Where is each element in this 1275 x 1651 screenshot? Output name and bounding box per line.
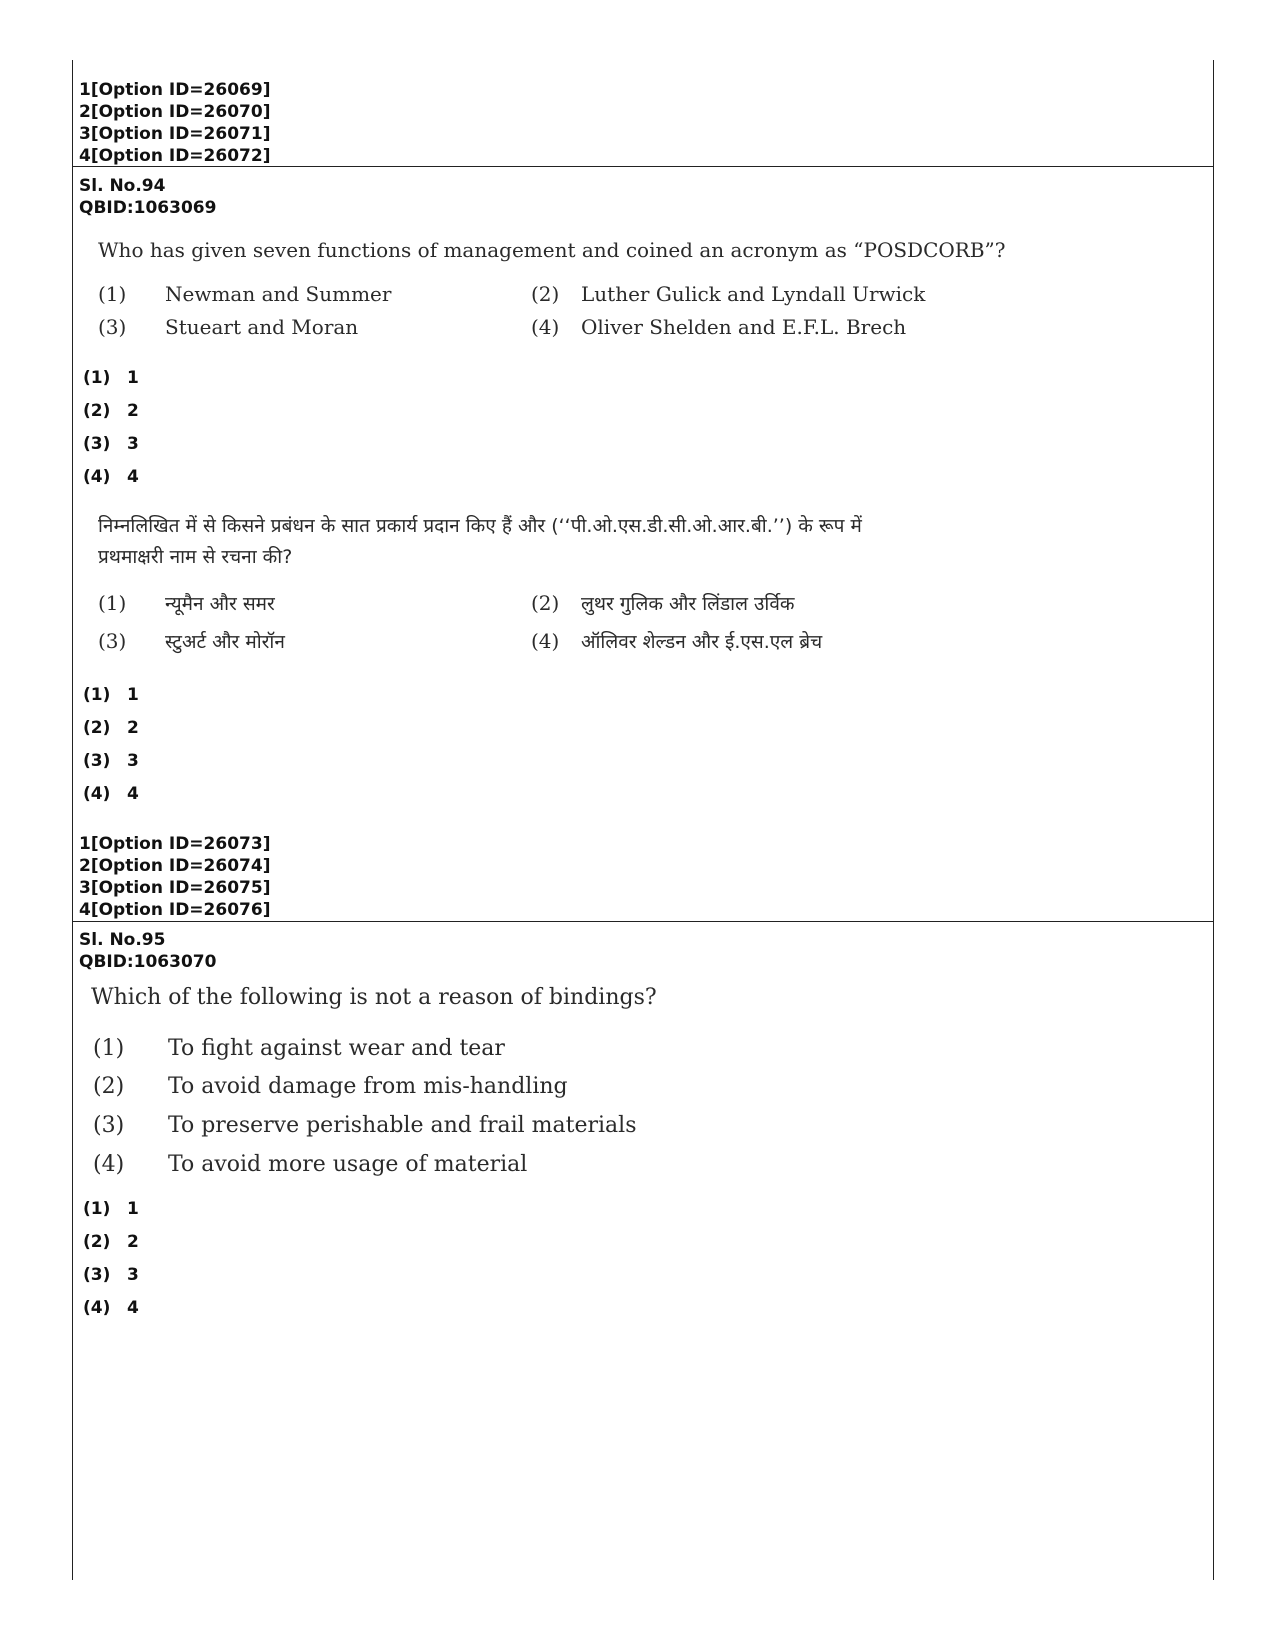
option-number: (2) [93, 1074, 125, 1099]
option-text: To preserve perishable and frail materials [168, 1113, 637, 1138]
option-number: (2) [531, 282, 560, 306]
answer-choice: (3) 3 [83, 751, 139, 771]
answer-choice: (2) 2 [83, 401, 139, 421]
option-id: 2[Option ID=26074] [79, 856, 271, 876]
option-number: (1) [93, 1036, 125, 1061]
option-text: Newman and Summer [165, 282, 392, 306]
option-number: (4) [93, 1152, 125, 1177]
option-number: (3) [98, 315, 127, 339]
serial-number: Sl. No.94 [79, 176, 166, 196]
question-header-94 [79, 175, 216, 219]
answer-choice: (4) 4 [83, 1298, 139, 1318]
option-number: (1) [98, 591, 127, 615]
qbid: QBID:1063069 [79, 198, 217, 218]
option-text: Luther Gulick and Lyndall Urwick [581, 282, 926, 306]
option-number: (1) [98, 282, 127, 306]
qbid: QBID:1063070 [79, 952, 217, 972]
option-ids-94 [79, 833, 270, 921]
divider [73, 166, 1213, 167]
answer-choice: (2) 2 [83, 1232, 139, 1252]
answer-choice: (1) 1 [83, 685, 139, 705]
option-number: (4) [531, 315, 560, 339]
option-text: To avoid damage from mis-handling [168, 1074, 568, 1099]
option-number: (3) [93, 1113, 125, 1138]
question-text-hi-line2: प्रथमाक्षरी नाम से रचना की? [98, 546, 293, 568]
option-id: 1[Option ID=26069] [79, 80, 271, 100]
question-text-hi-line1: निम्नलिखित में से किसने प्रबंधन के सात प्रकार्य प्रदान किए हैं और (‘‘पी.ओ.एस.डी.सी.ओ.आर.बी.’’) के रूप में [98, 515, 862, 537]
option-id: 4[Option ID=26076] [79, 900, 271, 920]
serial-number: Sl. No.95 [79, 930, 166, 950]
option-text: Oliver Shelden and E.F.L. Brech [581, 315, 907, 339]
option-text: लुथर गुलिक और लिंडाल उर्विक [581, 593, 795, 615]
answer-choice: (3) 3 [83, 434, 139, 454]
answer-choice: (1) 1 [83, 1199, 139, 1219]
option-text: ऑलिवर शेल्डन और ई.एस.एल ब्रेच [581, 631, 823, 653]
option-number: (2) [531, 591, 560, 615]
option-id: 1[Option ID=26073] [79, 834, 271, 854]
option-text: To avoid more usage of material [168, 1152, 528, 1177]
answer-choice: (2) 2 [83, 718, 139, 738]
answer-choice: (1) 1 [83, 368, 139, 388]
page-frame [72, 60, 1214, 1580]
option-id: 4[Option ID=26072] [79, 146, 271, 166]
divider [73, 921, 1213, 922]
option-id: 3[Option ID=26075] [79, 878, 271, 898]
option-text: न्यूमैन और समर [165, 593, 275, 615]
answer-choice: (3) 3 [83, 1265, 139, 1285]
option-number: (4) [531, 629, 560, 653]
answer-choice: (4) 4 [83, 784, 139, 804]
option-text: To fight against wear and tear [168, 1036, 505, 1061]
option-number: (3) [98, 629, 127, 653]
question-header-95 [79, 929, 216, 973]
option-id: 2[Option ID=26070] [79, 102, 271, 122]
question-text-en: Who has given seven functions of management and coined an acronym as “POSDCORB”? [98, 238, 1006, 262]
question-text-en: Which of the following is not a reason of bindings? [91, 985, 657, 1010]
option-id: 3[Option ID=26071] [79, 124, 271, 144]
prev-option-ids [79, 79, 270, 167]
answer-choice: (4) 4 [83, 467, 139, 487]
option-text: Stueart and Moran [165, 315, 359, 339]
option-text: स्टुअर्ट और मोरॉन [165, 631, 285, 653]
